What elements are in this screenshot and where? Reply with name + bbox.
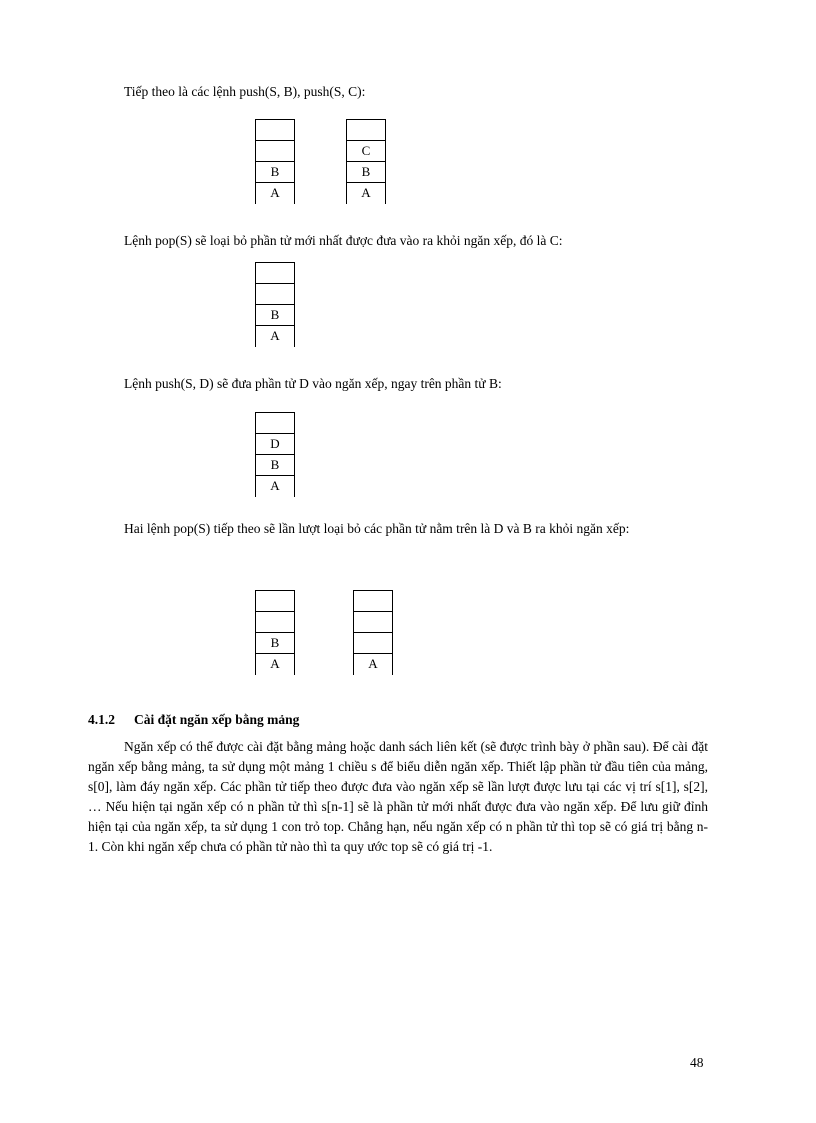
stack-cell <box>255 283 295 305</box>
paragraph-pop-c: Lệnh pop(S) sẽ loại bỏ phần tử mới nhất được đưa vào ra khỏi ngăn xếp, đó là C: <box>124 233 563 248</box>
stack-cell: B <box>255 632 295 654</box>
section-body: Ngăn xếp có thể được cài đặt bằng mảng hoặc danh sách liên kết (sẽ được trình bày ở phần sau). Để cài đặt ngăn xếp bằng mảng, ta sử dụng một mảng 1 chiều s để biểu diễn ngăn xếp. Thiết lập phần tử đầu tiên của mảng, s[0], làm đáy ngăn xếp. Các phần tử tiếp theo được đưa vào ngăn xếp sẽ lần lượt được lưu tại các vị trí s[1], s[2], … Nếu hiện tại ngăn xếp có n phần tử thì s[n-1] sẽ là phần tử mới nhất được đưa vào ngăn xếp. Để lưu giữ đỉnh hiện tại của ngăn xếp, ta sử dụng 1 con trỏ top. Chẳng hạn, nếu ngăn xếp có n phần tử thì top sẽ có giá trị bằng n-1. Còn khi ngăn xếp chưa có phần tử nào thì ta quy ước top sẽ có giá trị -1. <box>88 739 708 854</box>
stack-cell: A <box>255 325 295 347</box>
stack-diagram-1 <box>255 119 295 204</box>
stack-cell: B <box>255 161 295 183</box>
stack-cell: A <box>255 182 295 204</box>
stack-cell: A <box>353 653 393 675</box>
stack-diagram-2 <box>346 119 386 204</box>
page-number: 48 <box>690 1055 704 1070</box>
paragraph-push-b-c: Tiếp theo là các lệnh push(S, B), push(S, C): <box>124 84 366 99</box>
stack-cell: A <box>255 653 295 675</box>
stack-cell <box>255 119 295 141</box>
stack-cell <box>353 590 393 612</box>
section-number: 4.1.2 <box>88 712 115 727</box>
stack-cell <box>255 412 295 434</box>
stack-diagram-3 <box>255 262 295 347</box>
stack-diagram-4 <box>255 412 295 497</box>
stack-cell: B <box>255 304 295 326</box>
stack-cell: A <box>346 182 386 204</box>
stack-cell: C <box>346 140 386 162</box>
stack-cell <box>353 632 393 654</box>
stack-diagram-5 <box>255 590 295 675</box>
section-title: Cài đặt ngăn xếp bằng mảng <box>134 712 300 727</box>
stack-cell: B <box>255 454 295 476</box>
section-heading <box>88 710 299 730</box>
stack-cell <box>346 119 386 141</box>
stack-cell <box>353 611 393 633</box>
stack-cell: D <box>255 433 295 455</box>
stack-cell <box>255 262 295 284</box>
paragraph-push-d: Lệnh push(S, D) sẽ đưa phần tử D vào ngăn xếp, ngay trên phần tử B: <box>124 376 502 391</box>
stack-diagram-6 <box>353 590 393 675</box>
stack-cell: A <box>255 475 295 497</box>
stack-cell <box>255 611 295 633</box>
stack-cell: B <box>346 161 386 183</box>
stack-cell <box>255 590 295 612</box>
stack-cell <box>255 140 295 162</box>
paragraph-pop-d-b: Hai lệnh pop(S) tiếp theo sẽ lần lượt loại bỏ các phần tử nằm trên là D và B ra khỏi ngăn xếp: <box>124 521 630 536</box>
